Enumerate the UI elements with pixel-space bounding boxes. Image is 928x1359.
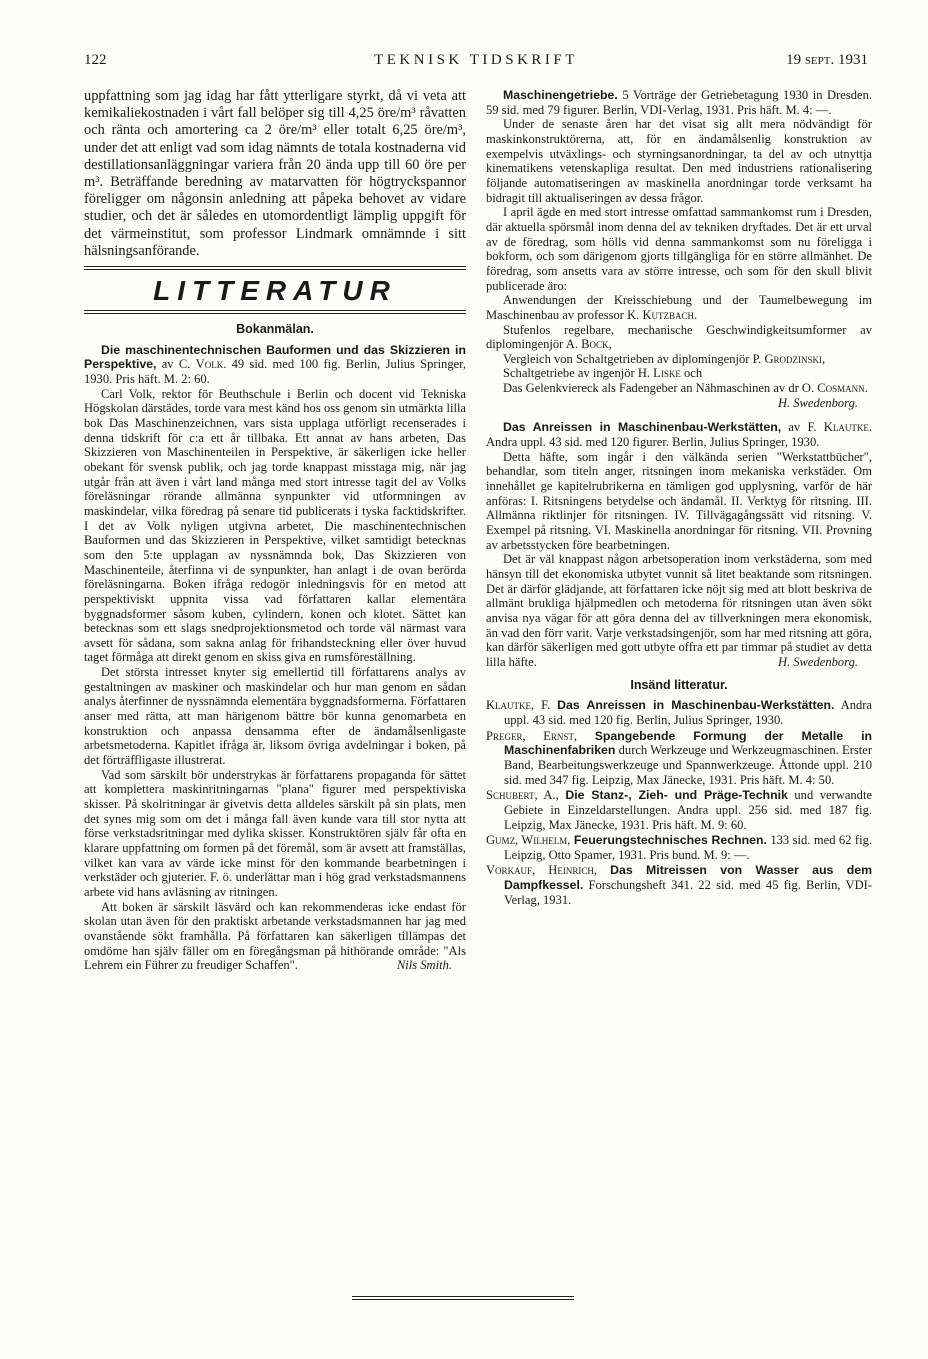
issue-date: 19 sept. 1931 <box>786 52 868 68</box>
review-paragraph: Det är väl knappast någon arbetsoperation inom verkstäderna, som med hänsyn till det ekonomiska utbytet vunnit så litet beaktande som ritsningen. Det är därför glädjande, att författaren icke nöjt sig med att blott beskriva de allmänt brukliga hjälpmedlen och metoderna för ritsningen utan även sökt anvisa nya vägar för att göra denna del av tillverkningen mera ekonomisk, än vad den förr varit. Varje verkstadsingenjör, som har med ritsning att göra, kan därför säkerligen med gott utbyte offra ett par timmar på studiet av detta lilla häfte. H. Swedenborg. <box>486 552 872 669</box>
review-heading: Das Anreissen in Maschinenbau-Werkstätten, av F. Klautke. Andra uppl. 43 sid. med 120 figurer. Berlin, Julius Springer, 1930. <box>486 420 872 450</box>
talk-item: Anwendungen der Kreisschiebung und der Taumelbewegung im Maschinenbau av professor K. Kutzbach. <box>486 293 872 322</box>
footer-rule <box>352 1296 574 1300</box>
left-column <box>84 88 466 973</box>
journal-title: TEKNISK TIDSKRIFT <box>374 52 578 68</box>
review-volk <box>84 343 466 973</box>
received-entry: Schubert, A., Die Stanz-, Zieh- und Präge-Technik und verwandte Gebiete in Einzeldarstellungen. Andra uppl. 256 sid. med 187 fig. Leipzig, Max Jänecke, 1931. Pris häft. M. 9: 60. <box>486 788 873 832</box>
received-title: Insänd litteratur. <box>630 677 728 692</box>
review-heading: Die maschinentechnischen Bauformen und das Skizzieren in Perspektive, av C. Volk. 49 sid. med 100 fig. Berlin, Julius Springer, 1930. Pris häft. M. 2: 60. <box>84 342 466 386</box>
review-paragraph: Detta häfte, som ingår i den välkända serien "Werkstattbücher", behandlar, som titeln anger, ritsningen inom mekaniska verkstäder. Om innehållet ge kapitelrubrikerna en tämligen god upplysning, varför de här anföras: I. Ritsningens betydelse och ändamål. II. Verktyg för ritsning. III. Allmänna riktlinjer för ritsningen. IV. Tillvägagångssätt vid ritsning. V. Exempel på ritsning. VI. Maskinella anordningar för ritsning. VII. Provning av arbetsstycken före bearbetningen. <box>486 449 872 552</box>
review-paragraph: Vad som särskilt bör understrykas är författarens propaganda för sättet att komplettera maskinritningarnas "plana" figurer med perspektiviska skisser. På skolritningar är givetvis detta alldeles särskilt på sin plats, men det synes mig som om det i många fall även kunde vara till stor nytta att förse verkstadsritningar med dylika skisser. Konstruktören själv får ofta en klarare uppfattning om formen på det föremål, som är avsett att framställas, vilket kan vara av värde icke minst för den kommande bearbetningen i verkstäder och gjuterier. F. ö. underlättar man i hög grad verkstadsmannens arbete vid hans avläsning av ritningen. <box>84 767 466 899</box>
talk-item: Das Gelenkviereck als Fadengeber an Nähmaschinen av dr O. Cosmann. <box>503 381 868 396</box>
section-title: LITTERATUR <box>153 275 397 307</box>
banner-rule-bottom <box>84 310 466 314</box>
litteratur-banner <box>84 266 466 314</box>
review-signature: H. Swedenborg. <box>777 395 858 410</box>
review-paragraph: Det största intresset knyter sig emellertid till författarens analys av gestaltningen av maskiner och maskindelar och hur man genom en sådan analys återfinner de nyssnämnda elementära byggnadsformerna. Författaren anser med rätta, att man härigenom bättre bör kunna genomarbeta en konstruktion och anpassa densamma efter de ändamålsenligaste arbetsmetoderna. Kapitlet ifråga är, liksom övriga avdelningar i boken, på det förträffligaste illustrerat. <box>84 665 466 768</box>
talk-item: Schaltgetriebe av ingenjör H. Liske och <box>503 366 703 381</box>
page-number: 122 <box>84 52 107 68</box>
review-maschinengetriebe <box>486 88 872 410</box>
received-entry: Vorkauf, Heinrich, Das Mitreissen von Wasser aus dem Dampfkessel. Forschungsheft 341. 22 sid. med 45 fig. Berlin, VDI-Verlag, 1931. <box>486 863 872 907</box>
review-paragraph: I april ägde en med stort intresse omfattad sammankomst rum i Dresden, där aktuella spörsmål inom denna del av tekniken dryftades. Det är ett urval av de föredrag, som hölls vid denna sammankomst som nu föreligga i bokform, och som därigenom gjorts tillgängliga för en större allmänhet. De föredrag, som ansetts vara av större intresse, och som för den skull blivit publicerade äro: <box>486 205 872 293</box>
received-entry: Gumz, Wilhelm, Feuerungstechnisches Rechnen. 133 sid. med 62 fig. Leipzig, Otto Spamer, 1931. Pris bund. M. 9: —. <box>486 833 873 862</box>
received-entry: Preger, Ernst, Spangebende Formung der Metalle in Maschinenfabriken durch Werkzeuge und Werkzeugmaschinen. Erster Band, Bearbeitungswerkzeuge und Spannwerkzeuge. Åttonde uppl. 210 sid. med 347 fig. Leipzig, Max Jänecke, 1931. Pris häft. M. 4: 50. <box>486 728 873 787</box>
running-header <box>84 52 868 74</box>
talk-item: Vergleich von Schaltgetrieben av diplomingenjör P. Grodzinski, <box>503 351 826 366</box>
received-entry: Klautke, F. Das Anreissen in Maschinenbau-Werkstätten. Andra uppl. 43 sid. med 120 fig. Berlin, Julius Springer, 1930. <box>486 698 872 727</box>
review-paragraph: Carl Volk, rektor för Beuthschule i Berlin och docent vid Tekniska Högskolan därstädes, torde vara mest känd hos oss genom sin utmärkta lilla bok Das Maschinenzeichnen, vars sista upplaga utförligt recenserades i denna tidskrift för c:a ett år tillbaka. Ett annat av hans arbeten, Das Skizzieren von Maschinenteilen in Perspektive, är säkerligen icke heller obekant för svensk publik, och jag torde knappast misstaga mig, när jag utgår från att även i vårt land många med stort intresse tagit del av Volks föreläsningar rörande allmänna synpunkter vid utformningen av maskindelar, vilka föredrag på senare tid publicerats i tyska facktidskrifter. I det av Volk nyligen utgivna arbetet, Die maschinentechnischen Bauformen und das Skizzieren in Perspektive, vilket samtidigt betecknas som den 5:te upplagan av nyssnämnda bok, Das Skizzieren von Maschinenteile, återfinna vi de synpunkter, han anlagt i de ovan berörda föreläsningarna. Boken ifråga redogör inledningsvis för en metod att perspektiviskt uppnita vissa vad författaren kallar elementära byggnadsformer såsom kuben, cylindern, konen och klotet. Sättet kan betecknas som ett slags snedprojektionsmetod och torde väl närmast vara avsett för sådana, som sakna anlag för frihandsteckning eller över huvud taget förmåga att direkt genom en skiss giva en rumsföreställning. <box>84 386 466 665</box>
talk-item: Stufenlos regelbare, mechanische Geschwindigkeitsumformer av diplomingenjör A. Bock, <box>486 322 872 352</box>
review-anreissen <box>486 420 872 669</box>
lead-paragraph: uppfattning som jag idag har fått ytterligare styrkt, då vi veta att kemikaliekostnaden i vårt fall belöper sig till 4,25 öre/m³ råvatten och ränta och amortering ca 2 öre/m³ eller totalt 6,25 öre/m³, under det att enligt vad som idag nämnts de totala kostnaderna vid destillationsanläggningar variera från 20 ända upp till 60 öre per m³. Beträffande beredning av matarvatten för högtryckspannor föreligger om någonsin anledning att påpeka behovet av vidare studier, och det är således en utomordentligt lämplig uppgift för det värmeinstitut, som professor Lindmark omnämnde i sitt hälsningsanförande. <box>84 88 466 259</box>
right-column <box>486 88 872 908</box>
review-signature: Nils Smith. <box>396 958 452 973</box>
review-signature: H. Swedenborg. <box>777 654 858 669</box>
review-paragraph: Att boken är särskilt läsvärd och kan rekommenderas icke endast för skolan utan även för den praktiskt arbetande verkstadsmannen har jag med ovanstående sökt framhålla. På författaren kan säkerligen tillämpas det omdöme han själv fäller om en föregångsman på hithörande område: "Als Lehrem ein Führer zu freudiger Schaffen". Nils Smith. <box>84 899 466 973</box>
review-paragraph: Under de senaste åren har det visat sig allt mera nödvändigt för maskinkonstruktörerna, att, för en ändamålsenlig konstruktion av exempelvis utväxlings- och styrningsanordningar, ta del av och utnyttja kinematikens vetenskapliga resultat. Den med industriens rationalisering följande automatiseringen av maskinella anordningar torde verksamt ha bidragit till aktualiseringen av dessa frågor. <box>486 117 872 205</box>
subsection-title: Bokanmälan. <box>236 322 314 337</box>
received-list <box>486 698 872 907</box>
review-heading: Maschinengetriebe. 5 Vorträge der Getriebetagung 1930 in Dresden. 59 sid. med 79 figurer. Berlin, VDI-Verlag, 1931. Pris häft. M. 4: —. <box>486 88 872 117</box>
